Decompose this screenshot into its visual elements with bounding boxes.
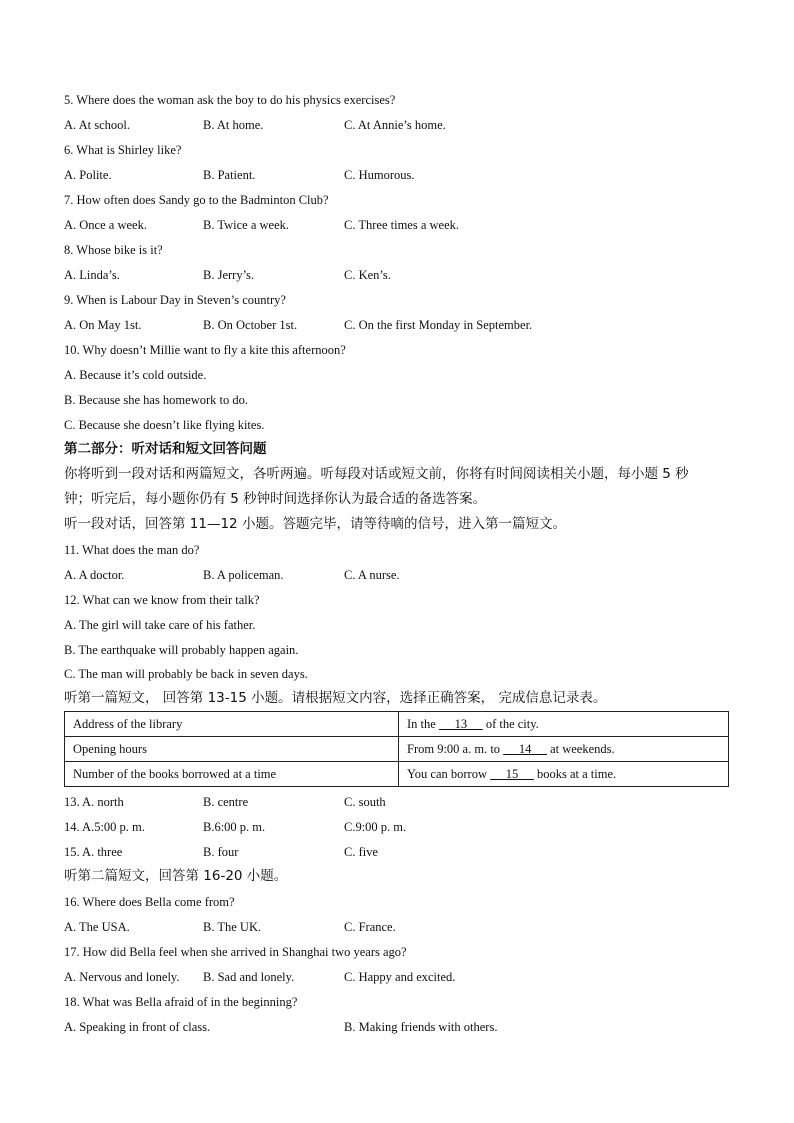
option-a: 13. A. north	[64, 795, 124, 809]
option-a: A. The USA.	[64, 920, 130, 934]
question-6: 6. What is Shirley like?	[64, 143, 182, 157]
option-a: A. A doctor.	[64, 568, 125, 582]
option-b: B. Sad and lonely.	[203, 970, 295, 984]
option-a: A. The girl will take care of his father.	[64, 618, 256, 632]
option-a: 14. A.5:00 p. m.	[64, 820, 145, 834]
question-9: 9. When is Labour Day in Steven’s country?	[64, 293, 286, 307]
cell-suffix: at weekends.	[546, 741, 615, 756]
cell-suffix: books at a time.	[533, 766, 617, 781]
option-c: C. Three times a week.	[344, 218, 460, 232]
option-c: C. France.	[344, 920, 396, 934]
question-8: 8. Whose bike is it?	[64, 243, 163, 257]
option-c: C. At Annie’s home.	[344, 118, 446, 132]
passage-1-instruction: 听第一篇短文， 回答第 13-15 小题。请根据短文内容，选择正确答案， 完成信息记录表。	[64, 690, 607, 706]
option-a: A. Polite.	[64, 168, 112, 182]
table-cell: Opening hours	[65, 737, 399, 762]
table-cell: Address of the library	[65, 712, 399, 737]
table-cell	[399, 762, 729, 787]
cell-prefix: From 9:00 a. m. to	[407, 741, 504, 756]
info-record-table	[64, 711, 729, 787]
option-c: C. south	[344, 795, 386, 809]
cell-prefix: In the	[407, 716, 439, 731]
question-12: 12. What can we know from their talk?	[64, 593, 260, 607]
question-17: 17. How did Bella feel when she arrived in Shanghai two years ago?	[64, 945, 407, 959]
answer-blank	[439, 717, 483, 731]
answer-blank	[490, 767, 534, 781]
option-b: B. The UK.	[203, 920, 262, 934]
table-row	[65, 737, 729, 762]
question-10: 10. Why doesn’t Millie want to fly a kite this afternoon?	[64, 343, 346, 357]
option-a: A. Once a week.	[64, 218, 147, 232]
passage-2-instruction: 听第二篇短文，回答第 16-20 小题。	[64, 868, 288, 884]
option-b: B. At home.	[203, 118, 264, 132]
table-cell	[399, 737, 729, 762]
blank-number: 15	[505, 766, 519, 781]
option-b: B. Twice a week.	[203, 218, 290, 232]
option-c: C. Because she doesn’t like flying kites.	[64, 418, 265, 432]
option-b: B. Making friends with others.	[344, 1020, 498, 1034]
question-5: 5. Where does the woman ask the boy to do his physics exercises?	[64, 93, 396, 107]
answer-blank	[503, 742, 547, 756]
option-c: C. On the first Monday in September.	[344, 318, 533, 332]
table-cell: Number of the books borrowed at a time	[65, 762, 399, 787]
option-a: A. Speaking in front of class.	[64, 1020, 211, 1034]
option-b: B. Jerry’s.	[203, 268, 255, 282]
option-a: A. Linda’s.	[64, 268, 120, 282]
question-7: 7. How often does Sandy go to the Badminton Club?	[64, 193, 329, 207]
option-c: C. Humorous.	[344, 168, 415, 182]
option-c: C. The man will probably be back in seven days.	[64, 667, 308, 681]
cell-suffix: of the city.	[482, 716, 539, 731]
option-b: B. On October 1st.	[203, 318, 298, 332]
option-b: B. Patient.	[203, 168, 256, 182]
option-b: B. centre	[203, 795, 249, 809]
option-a: 15. A. three	[64, 845, 123, 859]
question-11: 11. What does the man do?	[64, 543, 200, 557]
option-a: A. Nervous and lonely.	[64, 970, 180, 984]
cell-prefix: You can borrow	[407, 766, 491, 781]
section-intro-line-2: 钟；听完后，每小题你仍有 5 秒钟时间选择你认为最合适的备选答案。	[64, 491, 487, 507]
option-a: A. At school.	[64, 118, 130, 132]
option-b: B. four	[203, 845, 239, 859]
question-18: 18. What was Bella afraid of in the beginning?	[64, 995, 298, 1009]
table-row	[65, 712, 729, 737]
section-intro-line-1: 你将听到一段对话和两篇短文，各听两遍。听每段对话或短文前，你将有时间阅读相关小题，每小题 5 秒	[64, 466, 689, 482]
option-b: B. Because she has homework to do.	[64, 393, 248, 407]
table-row	[65, 762, 729, 787]
option-c: C. Happy and excited.	[344, 970, 456, 984]
blank-number: 13	[454, 716, 468, 731]
option-c: C. A nurse.	[344, 568, 400, 582]
option-c: C.9:00 p. m.	[344, 820, 407, 834]
dialog-instruction: 听一段对话，回答第 11—12 小题。答题完毕，请等待嘀的信号，进入第一篇短文。	[64, 516, 566, 532]
question-16: 16. Where does Bella come from?	[64, 895, 235, 909]
option-b: B. The earthquake will probably happen again.	[64, 643, 299, 657]
blank-number: 14	[518, 741, 532, 756]
option-a: A. Because it’s cold outside.	[64, 368, 207, 382]
option-c: C. five	[344, 845, 379, 859]
option-c: C. Ken’s.	[344, 268, 391, 282]
option-b: B. A policeman.	[203, 568, 284, 582]
section-heading: 第二部分：听对话和短文回答问题	[64, 441, 267, 457]
option-b: B.6:00 p. m.	[203, 820, 266, 834]
option-a: A. On May 1st.	[64, 318, 142, 332]
table-cell	[399, 712, 729, 737]
